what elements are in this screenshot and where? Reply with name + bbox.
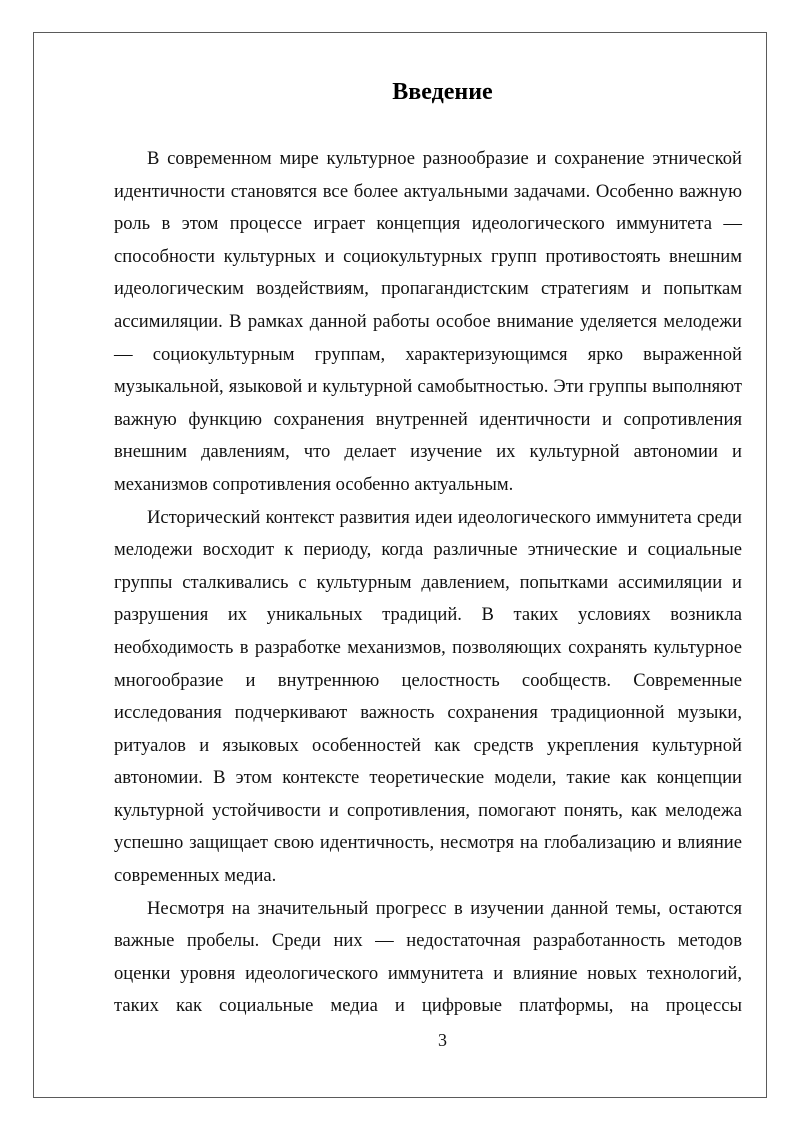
page-number: 3 xyxy=(438,1030,447,1050)
paragraph-2: Исторический контекст развития идеи идеологического иммунитета среди мелодежи восходит к периоду, когда различные этнические и социальные группы сталкивались с культурным давлением, попытками ассимиляции и разрушения их уникальных традиций. В таких условиях возникла необходимость в разработке механизмов, позволяющих сохранять культурное многообразие и внутреннюю целостность сообществ. Современные исследования подчеркивают важность сохранения традиционной музыки, ритуалов и языковых особенностей как средств укрепления культурной автономии. В этом контексте теоретические модели, такие как концепции культурной устойчивости и сопротивления, помогают понять, как мелодежа успешно защищает свою идентичность, несмотря на глобализацию и влияние современных медиа. xyxy=(114,506,742,887)
paragraph-3: Несмотря на значительный прогресс в изучении данной темы, остаются важные пробелы. Среди них — недостаточная разработанность методов оценки уровня идеологического иммунитета и влияние новых технологий, таких как социальные медиа и цифровые платформы, на процессы xyxy=(114,897,742,1017)
paragraph-1: В современном мире культурное разнообразие и сохранение этнической идентичности становятся все более актуальными задачами. Особенно важную роль в этом процессе играет концепция идеологического иммунитета — способности культурных и социокультурных групп противостоять внешним идеологическим воздействиям, пропагандистским стратегиям и попыткам ассимиляции. В рамках данной работы особое внимание уделяется мелодежи — социокультурным группам, характеризующимся ярко выраженной музыкальной, языковой и культурной самобытностью. Эти группы выполняют важную функцию сохранения внутренней идентичности и сопротивления внешним давлениям, что делает изучение их культурной автономии и механизмов сопротивления особенно актуальным. xyxy=(114,148,742,495)
body-text xyxy=(114,143,742,1023)
page-title: Введение xyxy=(392,79,493,105)
